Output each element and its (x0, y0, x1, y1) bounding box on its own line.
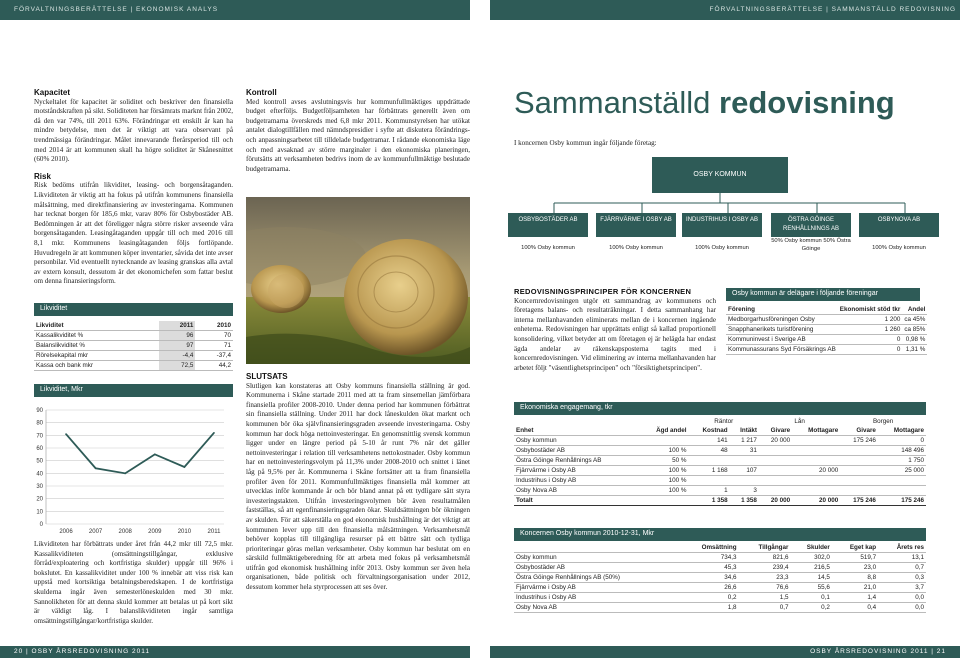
table-cell: Totalt (514, 496, 640, 506)
table-cell: Snapphanerikets turistförening (726, 325, 838, 335)
data-point (184, 466, 186, 468)
x-tick-label: 2007 (88, 529, 103, 535)
org-ownership: 50% Osby kommun 50% Östra Göinge (771, 238, 851, 252)
principles-column (514, 287, 716, 373)
column-middle-top (246, 88, 470, 174)
table-cell: 141 (689, 436, 730, 446)
col-header: Givare (840, 426, 878, 436)
table-cell: 1,31 % (902, 345, 927, 355)
table-cell (759, 476, 792, 486)
table-row (514, 456, 926, 466)
table-cell: 0,2 (790, 603, 831, 613)
data-point (95, 467, 97, 469)
table-cell: 107 (730, 466, 759, 476)
col-header: 2011 (159, 321, 195, 331)
table-cell (640, 436, 689, 446)
table-row (514, 436, 926, 446)
heading-kapacitet: Kapacitet (34, 88, 71, 97)
table-cell: Kommuninvest i Sverige AB (726, 335, 838, 345)
table-row (514, 476, 926, 486)
table-cell: 20 000 (792, 496, 840, 506)
table-cell: Östra Göinge Renhållnings AB (50%) (514, 573, 679, 583)
col-header: Mottagare (878, 426, 926, 436)
engagemang-table-title: Ekonomiska engagemang, tkr (514, 402, 926, 415)
table-cell: 0,7 (739, 603, 791, 613)
foreningar-table-box (726, 288, 926, 355)
table-cell (759, 456, 792, 466)
hay-bales-illustration (246, 197, 470, 364)
table-cell: -37,4 (195, 351, 233, 361)
table-cell: 0 (878, 436, 926, 446)
table-cell: 44,2 (195, 361, 233, 371)
table-row (514, 553, 926, 563)
table-cell: 20 000 (759, 436, 792, 446)
col-header: Givare (759, 426, 792, 436)
heading-slutsats: SLUTSATS (246, 372, 288, 381)
footer-band-right (490, 646, 960, 658)
table-cell: 20 000 (759, 496, 792, 506)
table-cell (840, 466, 878, 476)
table-group-row (514, 417, 926, 426)
y-tick-label: 40 (36, 471, 43, 478)
table-cell: 20 000 (792, 466, 840, 476)
table-cell (689, 456, 730, 466)
org-ownership: 100% Osby kommun (521, 245, 575, 251)
table-cell (840, 446, 878, 456)
paragraph-risk: Risk bedöms utifrån likviditet, leasing- och borgensåtaganden. Likviditeten är viktig att ha fokus på utifrån kommunens finansiella målsättning, med direktfinansiering av investeringarna. Kommunen har tecknat borgen för 185,6 mkr, varav 80% för Osbybostäder AB. Bedömningen är att det föreligger några större risker avseende våra borgensåtaganden. Leasingåtaganden uppgår till och med 2016 till 8,1 mkr. Kommunens leasingåtaganden följs fortlöpande. Huvudregeln är att kommunen köper inventarier, såvida det inte avser personbilar. Vid eventuellt nytecknande av leasing granskas alla avtal av extern konsult, dessutom är det ekonomichefen som fattar beslut om denna finansieringsform. (34, 181, 233, 286)
table-cell: 13,1 (878, 553, 926, 563)
foreningar-table-title: Osby kommun är delägare i följande föreningar (726, 288, 920, 301)
table-cell (792, 446, 840, 456)
table-cell: 3,7 (878, 583, 926, 593)
table-cell: 50 % (640, 456, 689, 466)
table-cell: 216,5 (790, 563, 831, 573)
table-cell: 100 % (640, 446, 689, 456)
table-cell: 31 (730, 446, 759, 456)
table-cell: Kommunassurans Syd Försäkrings AB (728, 346, 836, 353)
table-cell: Kassa och bank mkr (34, 361, 159, 371)
table-cell: 8,8 (832, 573, 878, 583)
group-header: Räntor (714, 418, 734, 425)
table-cell: 1 217 (730, 436, 759, 446)
table-cell: Industrihus i Osby AB (514, 476, 640, 486)
table-cell: 1,5 (739, 593, 791, 603)
series-line (66, 433, 214, 474)
table-cell: 3 (730, 486, 759, 496)
org-company-box: INDUSTRIHUS I OSBY AB (682, 213, 762, 237)
table-cell: 34,6 (679, 573, 739, 583)
table-cell: Osby kommun (514, 436, 640, 446)
x-tick-label: 2011 (207, 529, 221, 535)
table-cell: 1 (689, 486, 730, 496)
x-tick-label: 2010 (177, 529, 192, 535)
column-middle-bottom (246, 372, 470, 593)
table-cell (792, 476, 840, 486)
table-cell: 0,0 (878, 593, 926, 603)
table-header-row (514, 426, 926, 436)
table-cell: 821,6 (739, 553, 791, 563)
y-tick-label: 50 (36, 458, 43, 465)
table-row (514, 486, 926, 496)
table-cell: Osby Nova AB (514, 486, 640, 496)
header-band-right (490, 0, 960, 20)
paragraph-principles: Koncernredovisningen utgör ett sammandrag av kommunens och företagens balans- och resultaträkningar. I detta sammanhang har interna mellanhavanden eliminerats mellan de i koncernen ingående enheterna. Redovisningen har upprättats enligt så kallad proportionell konsolidering, vilket betyder att om företagen ej är helägda har endast ägda andelar av räkenskapsposterna tagits med i koncernredovisningen. Vid eliminering av interna mellanhavanden har arbetet följt "väsentlighetsprincipen" och "försiktighetsprincipen". (514, 296, 716, 372)
x-tick-label: 2008 (118, 529, 132, 535)
table-cell (840, 456, 878, 466)
paragraph-kontroll: Med kontroll avses avslutningsvis hur kommunfullmäktiges uppdrättade budget efterföljs. Budgetföljsamheten har förbättrats generellt även om budgetramarna överskreds med 6,8 mkr 2011. Kommunstyrelsen har utökat antalet dialogtillfällen med nämndspresidier i syfte att diskutera förändrings- och anpassningsarbetet till tilldelade budgetramar. I rådande ekonomiska läge och med avsaknad av större marginaler i den ekonomiska planeringen, förutsätts att verksamheten bedrivs inom de av kommunfullmäktige beslutade budgetramarna. (246, 97, 470, 173)
table-cell: 45,3 (679, 563, 739, 573)
paragraph-likviditet-after: Likviditeten har förbättrats under året från 44,2 mkr till 72,5 mkr. Kassalikviditeten (omsättningstillgångar, exklusive förråd/exploatering och kortfristiga skulder) uppgår till 96% i bokslutet. En kassalikviditet under 100 % innebär att viss risk kan uppstå med kortsiktiga betalningsberedskapen. I de kortfristiga skulderna ingår även semesterlöneskulden med 30 mkr. Sannolikheten för att denna skuld kommer att betalas ut på kort sikt är väldigt låg. I balanslikviditeten ingår samtliga omsättningstillgångar/kortfristiga skulder. (34, 540, 233, 625)
y-tick-label: 10 (36, 509, 43, 516)
org-connectors (514, 193, 946, 213)
table-cell: Osby Nova AB (514, 603, 679, 613)
table-cell: 175 246 (840, 436, 878, 446)
table-cell: 148 496 (878, 446, 926, 456)
table-cell: 55,6 (790, 583, 831, 593)
table-cell: Medborgarhusföreningen Osby (726, 315, 838, 325)
col-header: Omsättning (679, 543, 739, 553)
table-row (726, 325, 927, 335)
x-tick-label: 2009 (148, 529, 162, 535)
org-ownership: 100% Osby kommun (609, 245, 663, 251)
table-total-row (514, 496, 926, 506)
engagemang-table-box (514, 402, 926, 506)
table-cell: 734,3 (679, 553, 739, 563)
table-cell: Balanslikviditet % (34, 341, 159, 351)
table-row (726, 315, 927, 325)
y-tick-label: 80 (36, 420, 43, 427)
table-cell: 26,6 (679, 583, 739, 593)
likviditet-chart-box (34, 384, 233, 545)
table-cell: 0 (838, 335, 903, 345)
paragraph-slutsats: Slutligen kan konstateras att Osby kommuns finansiella ställning är god. Kommunerna i Skåne startade 2011 med att ta fram sinsemellan jämförbara finansiella profiler 2008-2010. Under denna period har kommunen förbättrat sin finansiella ställning. Under 2011 har dock låneskulden ökat marknt och kommunen bör öka självfinansieringsgraden avseende investeringarna. Osby kommun har dock höga nettoinvesteringar. En genomsnittlig svensk kommun ligger under en längre period på 5-10 år runt 7% när det gäller nettoinvesteringar i relation till verksamhetens nettokostnader. Osby kommun har en nettoinvesteringsvolym på 11,3% under 2008-2010 och snittet i länet låg på 9,5% per år. Kommunerna i Skåne fortsätter att ta fram finansiella profiler även för 2011. Kommunfullmäktiges finansiella mål kommer att utvecklas inför kommande år och bör bland annat på ett tydligare sätt styra investeringstakten. Utifrån investeringsvolymen bör även resultatmålen fastställas, så att egenfinansieringsgraden ökar. Skuldsättningen bör ökningen av skulden. För att säkerställa en god ekonomisk hushållning är det viktigt att kommunen lever upp till den finansiella målsättningen. Verksamhetsmål behöver kopplas till tillgängliga resurser på ett bättre sätt och tydliga prioriteringar göras mellan verksamheter. Osby kommun har beslutat om en särskild fullmäktigeberedning för att arbeta med fokus på verksamhetsmål utifrån god ekonomisk hushållning inför 2013. Osby kommun ser även hela organisationen, både politisk och förvaltningsorganisation under 2012, dessutom kommer hela styrprocessen att ses över. (246, 381, 470, 592)
table-cell: Rörelsekapital mkr (34, 351, 159, 361)
table-header-row (514, 543, 926, 553)
table-cell (730, 456, 759, 466)
col-header: Ägd andel (640, 426, 689, 436)
table-cell: 97 (159, 341, 195, 351)
table-cell: 0,2 (679, 593, 739, 603)
table-cell (878, 476, 926, 486)
table-row (34, 331, 233, 341)
engagemang-table (514, 417, 926, 506)
table-cell: 175 246 (840, 496, 878, 506)
page-title-bold: redovisning (719, 85, 895, 120)
y-tick-label: 0 (39, 522, 43, 528)
table-cell (730, 476, 759, 486)
col-header: Ekonomiskt stöd tkr (839, 306, 901, 313)
heading-principles: REDOVISNINGSPRINCIPER FÖR KONCERNEN (514, 287, 692, 296)
koncern-table-title: Koncernen Osby kommun 2010-12-31, Mkr (514, 528, 926, 541)
org-company-box: OSBYNOVA AB (859, 213, 939, 237)
col-header (514, 543, 679, 553)
table-cell: Industrihus i Osby AB (514, 593, 679, 603)
table-cell: ca 85% (904, 326, 926, 333)
running-header-left: FÖRVALTNINGSBERÄTTELSE | EKONOMISK ANALYS (14, 6, 219, 13)
data-point (213, 432, 215, 434)
likviditet-line-chart (34, 400, 233, 540)
table-cell: Osbybostäder AB (514, 446, 640, 456)
table-cell: 21,0 (832, 583, 878, 593)
table-cell: 0 (838, 345, 903, 355)
col-header: Tillgångar (739, 543, 791, 553)
data-point (154, 454, 156, 456)
table-cell: 70 (195, 331, 233, 341)
header-band-left (0, 0, 470, 20)
table-cell: 239,4 (739, 563, 791, 573)
table-cell: 0,3 (878, 573, 926, 583)
table-cell (759, 446, 792, 456)
y-tick-label: 90 (36, 408, 43, 414)
table-cell: 0,7 (878, 563, 926, 573)
table-row (726, 345, 927, 355)
data-point (65, 433, 67, 435)
koncern-table (514, 543, 926, 613)
table-row (34, 341, 233, 351)
table-row (514, 583, 926, 593)
likviditet-table (34, 321, 233, 371)
table-cell: 1 168 (689, 466, 730, 476)
table-row (726, 335, 927, 345)
org-ownership: 100% Osby kommun (695, 245, 749, 251)
table-cell: 1 358 (730, 496, 759, 506)
heading-kontroll: Kontroll (246, 88, 277, 97)
y-tick-label: 70 (36, 433, 43, 440)
table-cell (689, 476, 730, 486)
table-cell: Osby kommun (514, 553, 679, 563)
table-cell: 1,4 (832, 593, 878, 603)
col-header: Enhet (514, 426, 640, 436)
table-cell: 302,0 (790, 553, 831, 563)
col-header: Årets res (878, 543, 926, 553)
foreningar-table (726, 305, 927, 355)
table-cell: 175 246 (878, 496, 926, 506)
heading-risk: Risk (34, 171, 51, 181)
table-cell: 100 % (640, 466, 689, 476)
table-row (514, 603, 926, 613)
org-company-box: OSBYBOSTÄDER AB (508, 213, 588, 237)
table-cell: 100 % (640, 486, 689, 496)
table-cell (792, 456, 840, 466)
table-cell (840, 486, 878, 496)
table-header-row (34, 321, 233, 331)
page-number-right: OSBY ÅRSREDOVISNING 2011 | 21 (810, 648, 946, 655)
table-cell: 519,7 (832, 553, 878, 563)
page-number-left: 20 | OSBY ÅRSREDOVISNING 2011 (14, 648, 150, 655)
table-cell (759, 466, 792, 476)
table-cell (840, 476, 878, 486)
table-cell: Fjärrvärme i Osby AB (514, 466, 640, 476)
table-cell: Osbybostäder AB (514, 563, 679, 573)
table-cell: 76,6 (739, 583, 791, 593)
table-cell: 0,4 (832, 603, 878, 613)
table-cell (640, 496, 689, 506)
table-cell: 1 358 (689, 496, 730, 506)
y-tick-label: 20 (36, 496, 43, 503)
table-cell: 0,1 (790, 593, 831, 603)
col-header: Förening (726, 305, 838, 315)
table-row (34, 351, 233, 361)
table-cell (792, 486, 840, 496)
paragraph-kapacitet: Nyckeltalet för kapacitet är soliditet och beskriver den finansiella motståndskraften på sikt. Soliditeten har försämrats marknt från 2002, då den var 74%, till 2011 63%. Förändringar ett enskilt år kan ha mindre betydelse, men det är viktigt att vara observant på trendmässiga förändringar. Målet innevarande flerårsperiod till och med 2014 är att kommunen skall ha högre soliditet är Skånesnittet (60% 2010). (34, 97, 233, 164)
org-company-box: ÖSTRA GÖINGE RENHÅLLNINGS AB (771, 213, 851, 237)
table-cell: -4,4 (159, 351, 195, 361)
col-header: Mottagare (792, 426, 840, 436)
table-cell: 0,98 % (902, 335, 927, 345)
table-cell: 48 (689, 446, 730, 456)
table-row (514, 573, 926, 583)
chart-title: Likviditet, Mkr (34, 384, 233, 397)
org-parent-box: OSBY KOMMUN (652, 157, 788, 193)
hay-bales-photo (246, 197, 470, 364)
table-row (34, 361, 233, 371)
col-header: 2010 (195, 321, 233, 331)
table-row (514, 563, 926, 573)
column-left (34, 88, 233, 287)
likviditet-table-box (34, 303, 233, 371)
footer-band-left (0, 646, 470, 658)
y-tick-label: 60 (36, 446, 43, 452)
koncern-table-box (514, 528, 926, 613)
table-cell: 1,8 (679, 603, 739, 613)
table-cell: ca 45% (904, 316, 926, 323)
table-cell: 25 000 (878, 466, 926, 476)
col-header: Intäkt (730, 426, 759, 436)
page-title (514, 84, 895, 122)
intro-text: I koncernen Osby kommun ingår följande företag: (514, 139, 657, 147)
table-cell: 1 200 (838, 315, 903, 325)
table-cell: 0,0 (878, 603, 926, 613)
table-cell (759, 486, 792, 496)
table-cell: 100 % (640, 476, 689, 486)
table-row (514, 593, 926, 603)
group-header: Lån (794, 418, 805, 425)
table-row (514, 446, 926, 456)
org-ownership: 100% Osby kommun (872, 245, 926, 251)
table-cell: 14,5 (790, 573, 831, 583)
y-tick-label: 30 (36, 484, 43, 490)
table-cell (878, 486, 926, 496)
page-title-light: Sammanställd (514, 85, 711, 120)
table-cell: 1 260 (838, 325, 903, 335)
table-cell: Kassalikviditet % (34, 331, 159, 341)
table-cell: 71 (195, 341, 233, 351)
org-company-box: FJÄRRVÄRME I OSBY AB (596, 213, 676, 237)
likviditet-table-title: Likviditet (34, 303, 233, 316)
running-header-right: FÖRVALTNINGSBERÄTTELSE | SAMMANSTÄLLD REDOVISNING (709, 6, 956, 13)
table-cell: Fjärrvärme i Osby AB (514, 583, 679, 593)
col-header: Kostnad (689, 426, 730, 436)
table-cell (792, 436, 840, 446)
col-header: Eget kap (832, 543, 878, 553)
table-cell: 72,5 (159, 361, 195, 371)
table-cell: 23,3 (739, 573, 791, 583)
col-header: Likviditet (34, 321, 159, 331)
data-point (124, 473, 126, 475)
x-tick-label: 2006 (59, 529, 73, 535)
table-row (514, 466, 926, 476)
table-cell: 23,0 (832, 563, 878, 573)
table-cell: Östra Göinge Renhållnings AB (514, 456, 640, 466)
group-header: Borgen (872, 418, 894, 425)
table-cell: 96 (159, 331, 195, 341)
col-header: Andel (902, 305, 927, 315)
table-header-row (726, 305, 927, 315)
table-cell: 1 750 (878, 456, 926, 466)
col-header: Skulder (790, 543, 831, 553)
